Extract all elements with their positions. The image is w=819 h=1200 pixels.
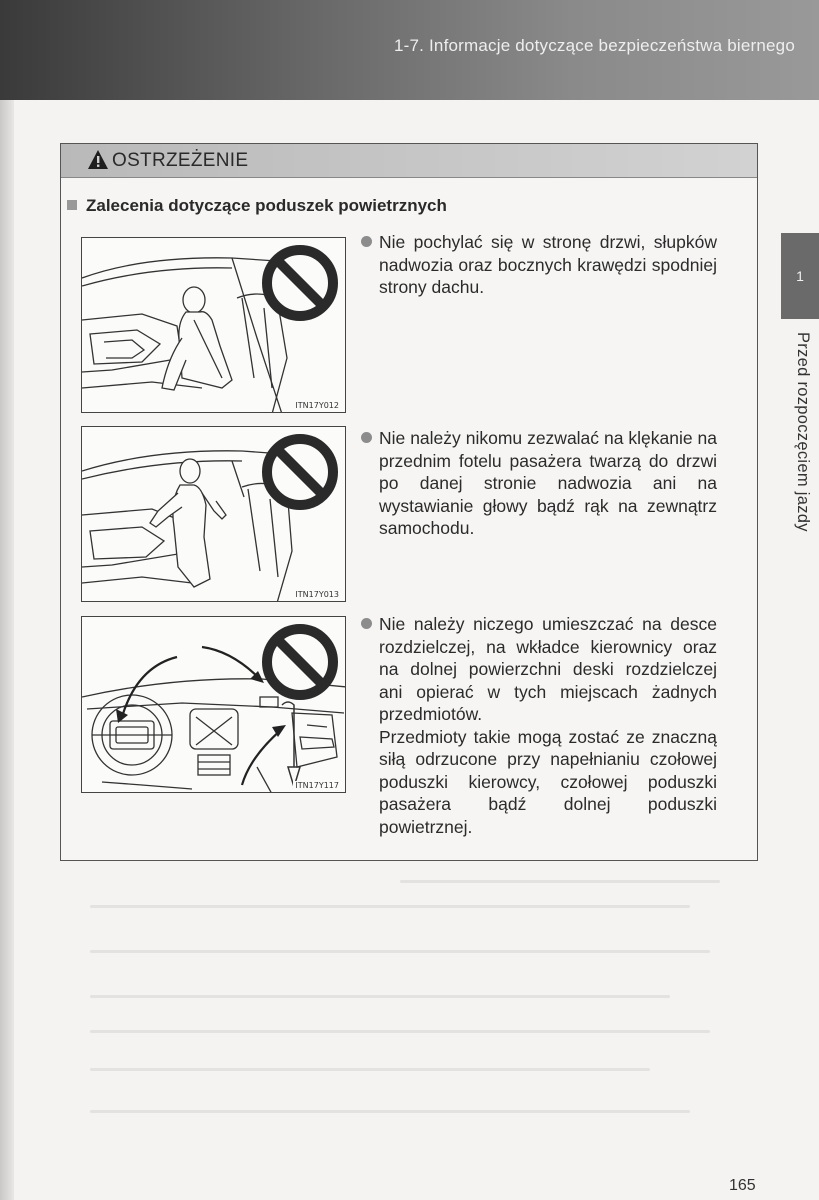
warning-triangle-icon (87, 149, 109, 170)
illustration-dashboard (82, 617, 346, 793)
figure-lean-on-door (81, 237, 346, 413)
bleed-through-line (90, 1110, 690, 1113)
chapter-number: 1 (796, 268, 804, 284)
section-title: 1-7. Informacje dotyczące bezpieczeństwa biernego (393, 36, 795, 55)
prohibition-icon (267, 250, 333, 316)
bleed-through-line (90, 905, 690, 908)
square-bullet-icon (67, 200, 77, 210)
illustration-leaning-passenger (82, 238, 346, 413)
chapter-label: Przed rozpoczęciem jazdy (794, 332, 812, 532)
header-band (0, 0, 819, 100)
subheading-text: Zalecenia dotyczące poduszek powietrznych (86, 196, 447, 215)
warning-header (61, 144, 757, 178)
warning-item (379, 427, 717, 540)
illustration-kneeling-passenger (82, 427, 346, 602)
figure-code: ITN17Y117 (295, 781, 339, 790)
figure-kneeling-passenger (81, 426, 346, 602)
bleed-through-line (90, 1030, 710, 1033)
bleed-through-line (90, 995, 670, 998)
warning-item-text: Nie pochylać się w stronę drzwi, słupków nadwozia oraz bocznych krawędzi spodniej strony dachu. (379, 232, 717, 297)
round-bullet-icon (361, 618, 372, 629)
bleed-through-line (90, 1068, 650, 1071)
page-binding-edge (0, 100, 14, 1200)
prohibition-icon (267, 629, 333, 695)
warning-subheading (67, 196, 447, 216)
warning-title: OSTRZEŻENIE (112, 150, 249, 171)
warning-box (60, 143, 758, 861)
warning-item-text: Nie należy niczego umieszczać na desce rozdzielczej, na wkładce kierownicy oraz na dolnej powierzchni deski rozdzielczej ani opierać w tych miejscach żadnych przedmiotów. (379, 614, 717, 724)
round-bullet-icon (361, 236, 372, 247)
warning-item-text-continued: Przedmioty takie mogą zostać ze znaczną siłą odrzucone przy napełnianiu czołowej poduszki kierowcy, czołowej poduszki pasażera bądź dolnej poduszki powietrznej. (379, 726, 717, 837)
prohibition-icon (267, 439, 333, 505)
chapter-tab (781, 233, 819, 319)
warning-item (379, 613, 717, 838)
warning-item (379, 231, 717, 299)
warning-item-text: Nie należy nikomu zezwalać na klękanie na przednim fotelu pasażera twarzą do drzwi po danej stronie nadwozia ani na wystawianie głowy bądź rąk na zewnątrz samochodu. (379, 428, 717, 538)
bleed-through-line (400, 880, 720, 883)
page-number: 165 (729, 1177, 756, 1194)
bleed-through-line (90, 950, 710, 953)
round-bullet-icon (361, 432, 372, 443)
figure-code: ITN17Y013 (295, 590, 339, 599)
figure-code: ITN17Y012 (295, 401, 339, 410)
figure-dashboard-objects (81, 616, 346, 793)
